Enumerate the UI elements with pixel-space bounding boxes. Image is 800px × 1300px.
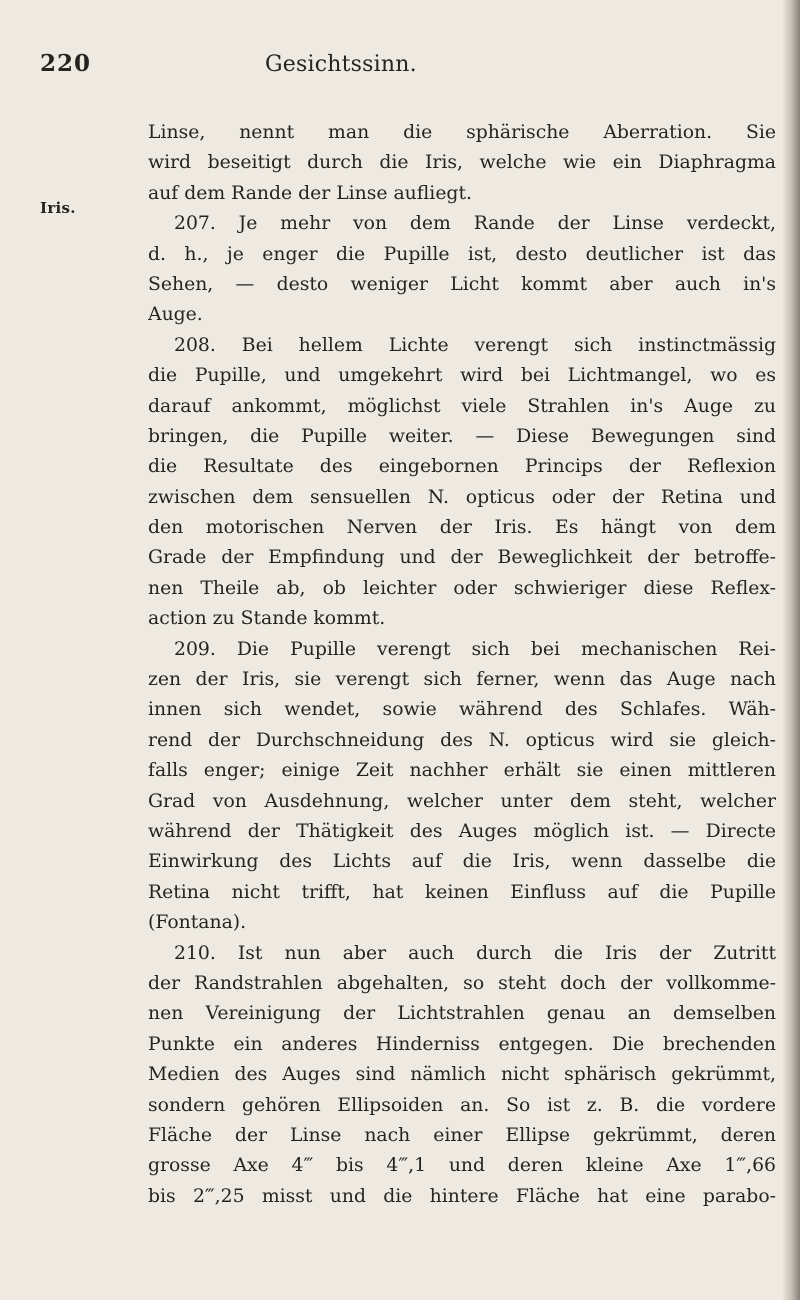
text-line: die Resultate des eingebornen Princips der Reflexion	[148, 456, 776, 478]
text-line: den motorischen Nerven der Iris. Es hängt von dem	[148, 517, 776, 539]
page-number: 220	[40, 50, 92, 77]
text-line: Grade der Empfindung und der Beweglichkeit der betroffe-	[148, 547, 776, 569]
text-line: falls enger; einige Zeit nachher erhält sie einen mittleren	[148, 760, 776, 782]
page-header	[40, 50, 760, 80]
text-line: nen Vereinigung der Lichtstrahlen genau an demselben	[148, 1003, 776, 1025]
text-line: (Fontana).	[148, 912, 247, 934]
text-line: 208. Bei hellem Lichte verengt sich instinctmässig	[174, 334, 776, 356]
text-line: darauf ankommt, möglichst viele Strahlen in's Auge zu	[148, 395, 776, 417]
running-head: Gesichtssinn.	[265, 52, 417, 77]
text-line: der Randstrahlen abgehalten, so steht doch der vollkomme-	[148, 972, 776, 994]
text-line: Sehen, — desto weniger Licht kommt aber auch in's	[148, 273, 776, 295]
text-line: Auge.	[148, 304, 203, 326]
body-text	[148, 118, 776, 1212]
text-line: bringen, die Pupille weiter. — Diese Bewegungen sind	[148, 425, 776, 447]
text-line: zwischen dem sensuellen N. opticus oder der Retina und	[148, 486, 776, 508]
text-line: Retina nicht trifft, hat keinen Einfluss auf die Pupille	[148, 881, 776, 903]
text-line: Linse, nennt man die sphärische Aberration. Sie	[148, 122, 776, 143]
text-line: Fläche der Linse nach einer Ellipse gekrümmt, deren	[148, 1124, 776, 1146]
text-line: auf dem Rande der Linse aufliegt.	[148, 182, 472, 204]
margin-note: Iris.	[40, 199, 76, 217]
text-line: Grad von Ausdehnung, welcher unter dem steht, welcher	[148, 790, 776, 812]
text-line: d. h., je enger die Pupille ist, desto deutlicher ist das	[148, 243, 776, 265]
text-line: action zu Stande kommt.	[148, 608, 386, 630]
text-line: wird beseitigt durch die Iris, welche wie ein Diaphragma	[148, 152, 776, 174]
text-line: die Pupille, und umgekehrt wird bei Lichtmangel, wo es	[148, 365, 776, 387]
text-line: Einwirkung des Lichts auf die Iris, wenn dasselbe die	[148, 851, 776, 873]
text-line: während der Thätigkeit des Auges möglich ist. — Directe	[148, 820, 776, 842]
text-line: 209. Die Pupille verengt sich bei mechanischen Rei-	[174, 638, 776, 660]
text-line: rend der Durchschneidung des N. opticus wird sie gleich-	[148, 729, 776, 751]
text-line: 210. Ist nun aber auch durch die Iris der Zutritt	[174, 942, 776, 964]
page-edge-shadow	[782, 0, 800, 1300]
text-line: 207. Je mehr von dem Rande der Linse verdeckt,	[174, 213, 776, 235]
text-line: grosse Axe 4‴ bis 4‴,1 und deren kleine Axe 1‴,66	[148, 1155, 776, 1177]
text-line: Medien des Auges sind nämlich nicht sphärisch gekrümmt,	[148, 1064, 776, 1086]
text-line: Punkte ein anderes Hinderniss entgegen. Die brechenden	[148, 1033, 776, 1055]
text-line: zen der Iris, sie verengt sich ferner, wenn das Auge nach	[148, 669, 776, 691]
text-line: innen sich wendet, sowie während des Schlafes. Wäh-	[148, 699, 776, 721]
text-line: bis 2‴,25 misst und die hintere Fläche hat eine parabo-	[148, 1185, 776, 1207]
text-line: nen Theile ab, ob leichter oder schwieriger diese Reflex-	[148, 577, 776, 599]
text-line: sondern gehören Ellipsoiden an. So ist z. B. die vordere	[148, 1094, 776, 1116]
